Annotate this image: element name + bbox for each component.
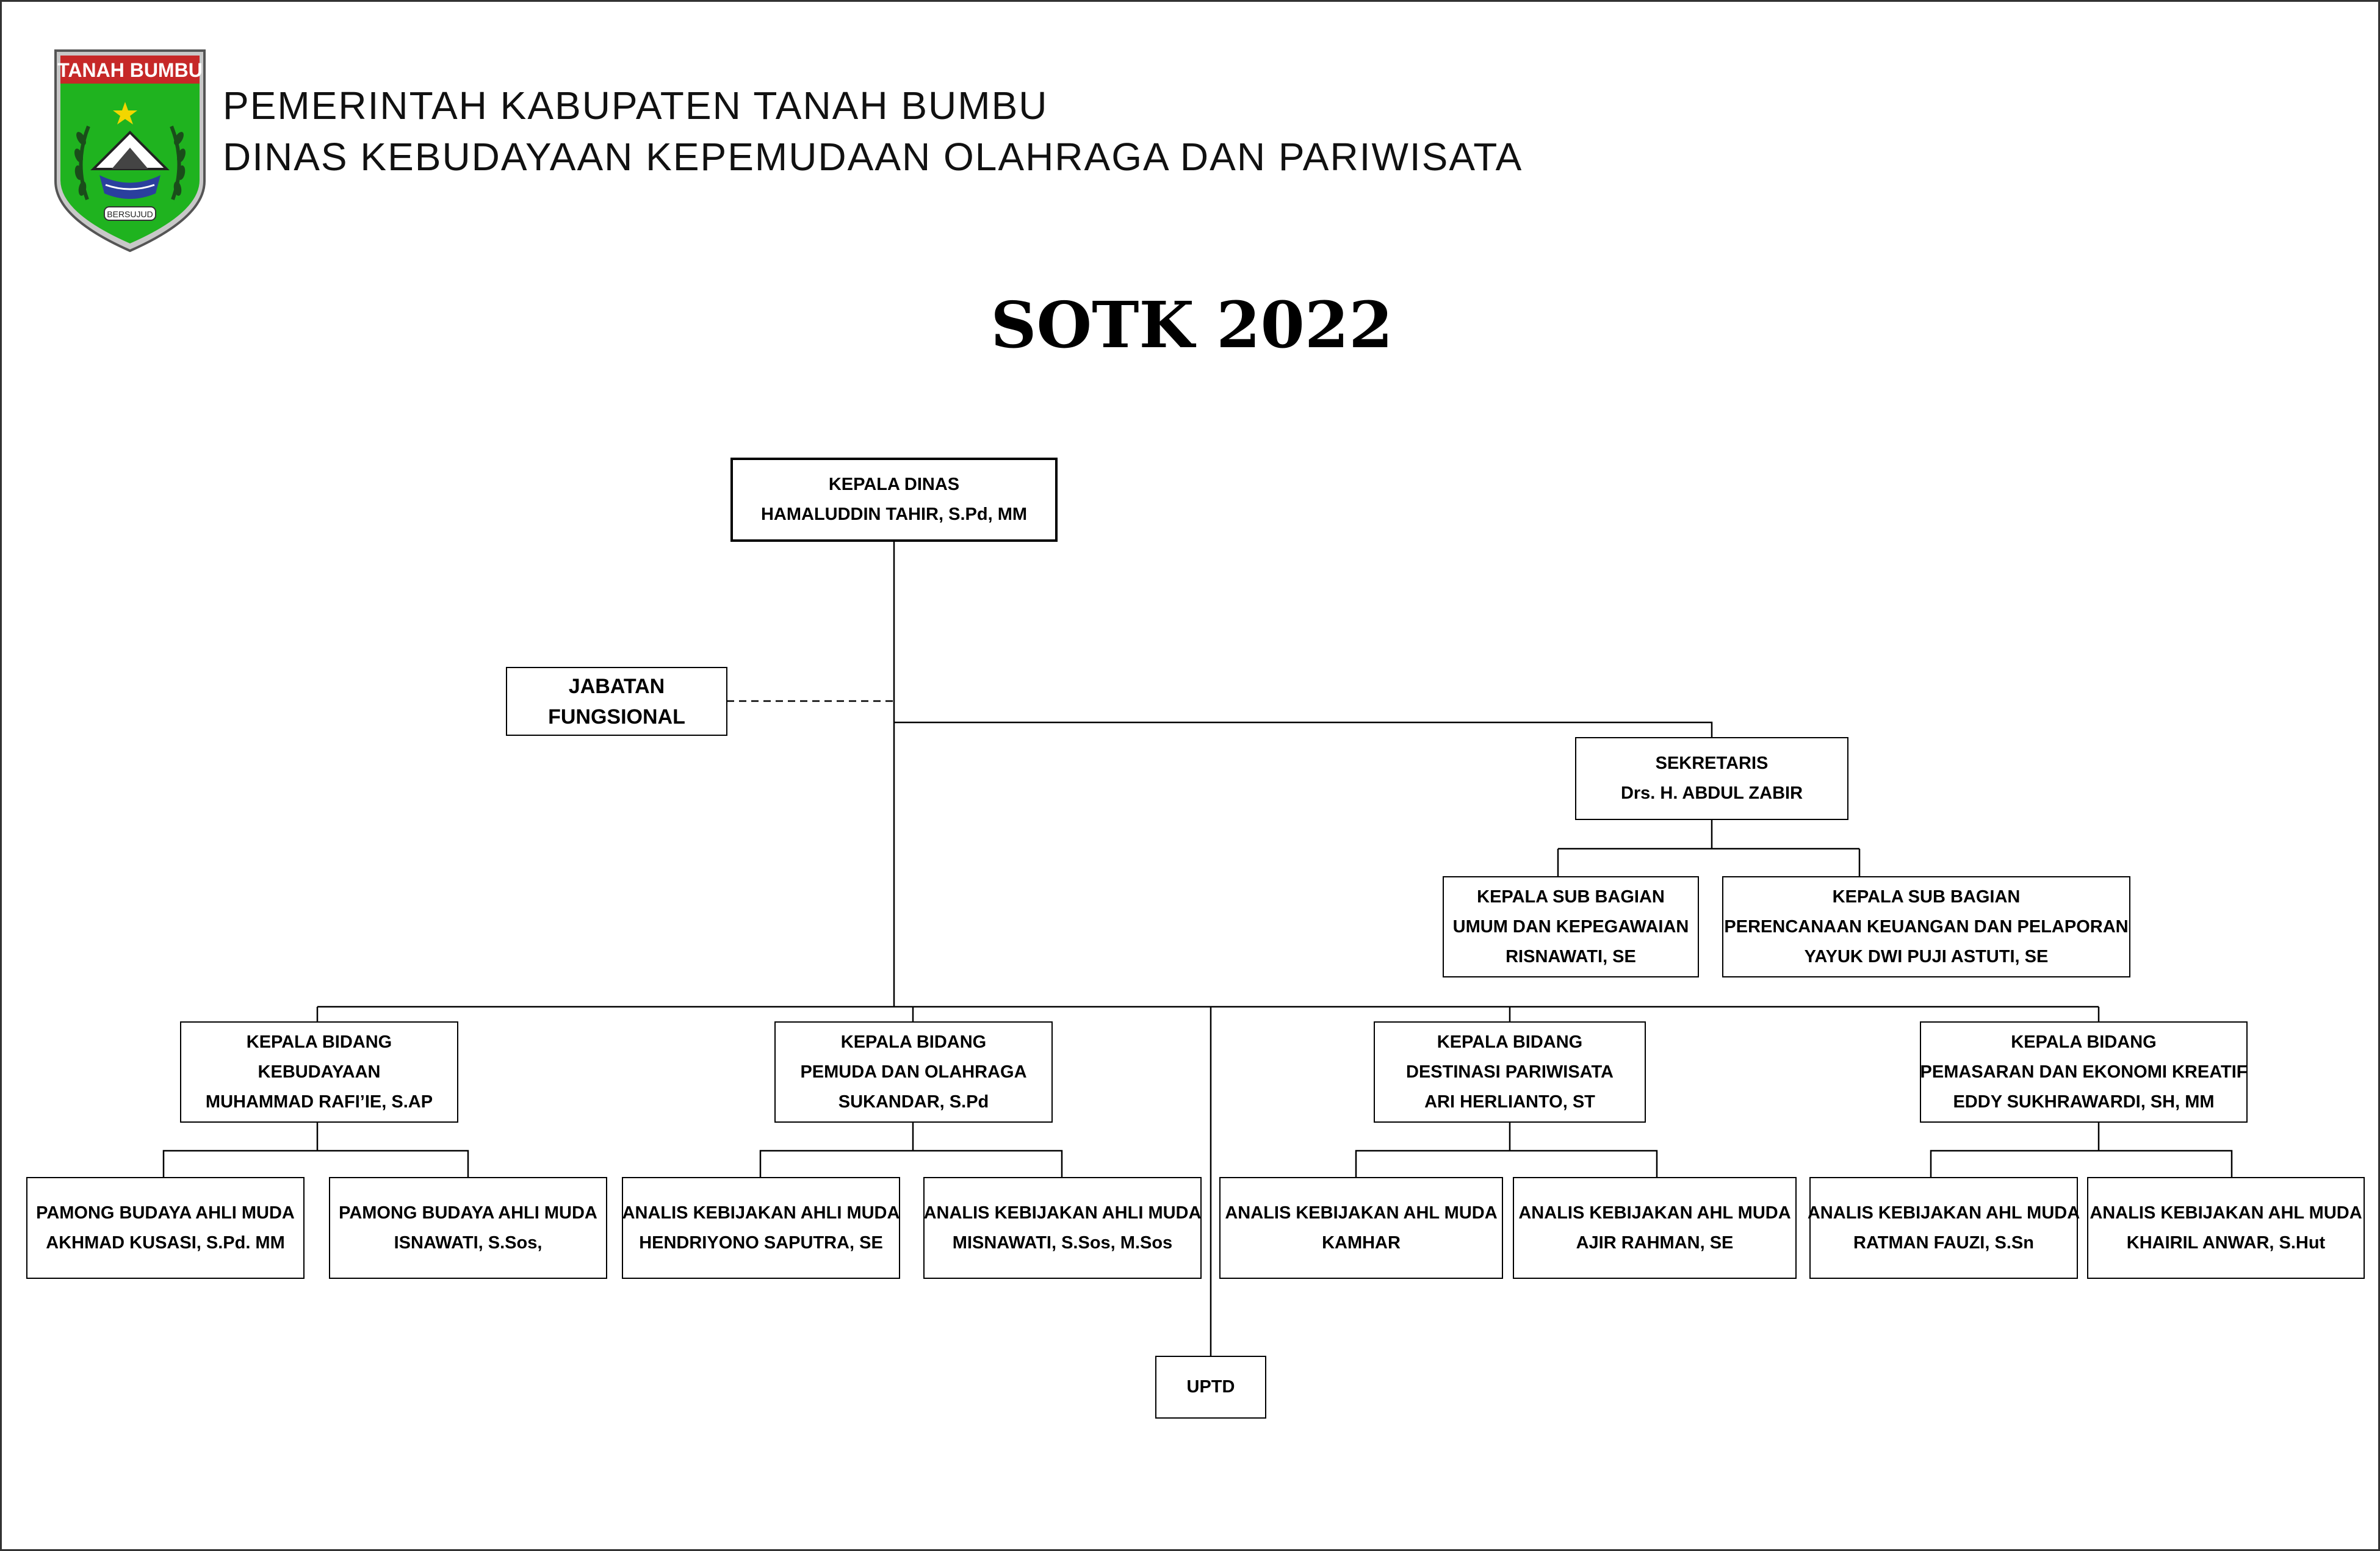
node-kepala-dinas-name: HAMALUDDIN TAHIR, S.Pd, MM <box>760 505 1028 524</box>
node-bidang-pemasaran-role: KEPALA BIDANG <box>2011 1032 2157 1052</box>
node-analis-pemuda-2-name: MISNAWATI, S.Sos, M.Sos <box>952 1233 1173 1253</box>
node-kepala-dinas-role: KEPALA DINAS <box>828 475 960 494</box>
document-title: SOTK 2022 <box>990 287 1393 362</box>
node-bidang-kebudayaan <box>180 1021 458 1123</box>
node-sekretaris-role: SEKRETARIS <box>1655 754 1769 773</box>
node-jabatan-fungsional-line2: FUNGSIONAL <box>548 705 685 729</box>
node-bidang-destinasi-role: KEPALA BIDANG <box>1437 1032 1583 1052</box>
node-analis-pemasaran-1-name: RATMAN FAUZI, S.Sn <box>1853 1233 2034 1253</box>
node-bidang-kebudayaan-role: KEPALA BIDANG <box>246 1032 392 1052</box>
node-bidang-destinasi <box>1374 1021 1646 1123</box>
node-bidang-destinasi-name: ARI HERLIANTO, ST <box>1424 1092 1595 1112</box>
node-analis-pemuda-1-name: HENDRIYONO SAPUTRA, SE <box>639 1233 883 1253</box>
node-analis-pemasaran-2-name: KHAIRIL ANWAR, S.Hut <box>2126 1233 2326 1253</box>
node-kepala-dinas <box>730 458 1058 542</box>
node-sekretaris <box>1575 737 1848 820</box>
node-pamong-budaya-2 <box>329 1177 607 1279</box>
node-analis-pemasaran-1-role: ANALIS KEBIJAKAN AHL MUDA <box>1807 1203 2080 1223</box>
node-analis-pemuda-1-role: ANALIS KEBIJAKAN AHLI MUDA <box>622 1203 900 1223</box>
node-analis-destinasi-2 <box>1513 1177 1797 1279</box>
node-analis-pemasaran-2 <box>2087 1177 2365 1279</box>
logo-banner-text: TANAH BUMBU <box>57 59 203 81</box>
node-analis-destinasi-1 <box>1219 1177 1503 1279</box>
connector-pemasaran-children <box>1931 1151 2232 1177</box>
node-uptd <box>1155 1356 1266 1419</box>
node-subbag-umum <box>1443 876 1699 977</box>
connector-pemuda-children <box>760 1151 1062 1177</box>
node-subbag-perencanaan-name: YAYUK DWI PUJI ASTUTI, SE <box>1804 946 2049 966</box>
node-analis-pemuda-1 <box>622 1177 900 1279</box>
node-subbag-perencanaan-role: KEPALA SUB BAGIAN <box>1832 887 2021 907</box>
node-subbag-perencanaan <box>1722 876 2130 977</box>
node-subbag-umum-name: RISNAWATI, SE <box>1506 946 1636 966</box>
node-bidang-pemuda-name: SUKANDAR, S.Pd <box>838 1092 989 1112</box>
node-analis-destinasi-1-role: ANALIS KEBIJAKAN AHL MUDA <box>1225 1203 1498 1223</box>
node-analis-pemuda-2-role: ANALIS KEBIJAKAN AHLI MUDA <box>923 1203 1202 1223</box>
node-subbag-umum-unit: UMUM DAN KEPEGAWAIAN <box>1452 916 1689 937</box>
node-bidang-pemuda-unit: PEMUDA DAN OLAHRAGA <box>800 1062 1027 1082</box>
node-bidang-pemasaran-unit: PEMASARAN DAN EKONOMI KREATIF <box>1920 1062 2248 1082</box>
node-analis-pemasaran-2-role: ANALIS KEBIJAKAN AHL MUDA <box>2090 1203 2362 1223</box>
header-department-name: DINAS KEBUDAYAAN KEPEMUDAAN OLAHRAGA DAN PARIWISATA <box>223 135 1523 179</box>
node-analis-destinasi-2-name: AJIR RAHMAN, SE <box>1576 1233 1734 1253</box>
node-uptd-label: UPTD <box>1186 1377 1235 1397</box>
connector-sekretaris <box>894 722 1712 737</box>
connector-destinasi-children <box>1356 1151 1657 1177</box>
node-bidang-kebudayaan-name: MUHAMMAD RAFI’IE, S.AP <box>205 1092 433 1112</box>
node-pamong-budaya-1-name: AKHMAD KUSASI, S.Pd. MM <box>46 1233 285 1253</box>
node-bidang-pemasaran-name: EDDY SUKHRAWARDI, SH, MM <box>1953 1092 2215 1112</box>
node-analis-pemuda-2 <box>923 1177 1202 1279</box>
node-pamong-budaya-1-role: PAMONG BUDAYA AHLI MUDA <box>36 1203 295 1223</box>
node-bidang-pemasaran <box>1920 1021 2248 1123</box>
node-bidang-pemuda-role: KEPALA BIDANG <box>840 1032 987 1052</box>
connector-kebudayaan-children <box>164 1151 468 1177</box>
node-sekretaris-name: Drs. H. ABDUL ZABIR <box>1620 783 1803 803</box>
header-government-name: PEMERINTAH KABUPATEN TANAH BUMBU <box>223 84 1048 128</box>
connector-lines <box>2 2 2380 1551</box>
node-analis-pemasaran-1 <box>1809 1177 2078 1279</box>
node-bidang-destinasi-unit: DESTINASI PARIWISATA <box>1406 1062 1614 1082</box>
node-jabatan-fungsional-line1: JABATAN <box>568 674 665 698</box>
node-subbag-umum-role: KEPALA SUB BAGIAN <box>1477 887 1665 907</box>
node-pamong-budaya-2-name: ISNAWATI, S.Sos, <box>394 1233 543 1253</box>
node-bidang-pemuda <box>774 1021 1053 1123</box>
node-pamong-budaya-1 <box>26 1177 305 1279</box>
node-analis-destinasi-2-role: ANALIS KEBIJAKAN AHL MUDA <box>1518 1203 1791 1223</box>
node-pamong-budaya-2-role: PAMONG BUDAYA AHLI MUDA <box>339 1203 597 1223</box>
node-jabatan-fungsional <box>506 667 727 736</box>
node-bidang-kebudayaan-unit: KEBUDAYAAN <box>258 1062 381 1082</box>
node-subbag-perencanaan-unit: PERENCANAAN KEUANGAN DAN PELAPORAN <box>1724 916 2129 937</box>
logo-motto-text: BERSUJUD <box>107 209 153 219</box>
node-analis-destinasi-1-name: KAMHAR <box>1322 1233 1401 1253</box>
